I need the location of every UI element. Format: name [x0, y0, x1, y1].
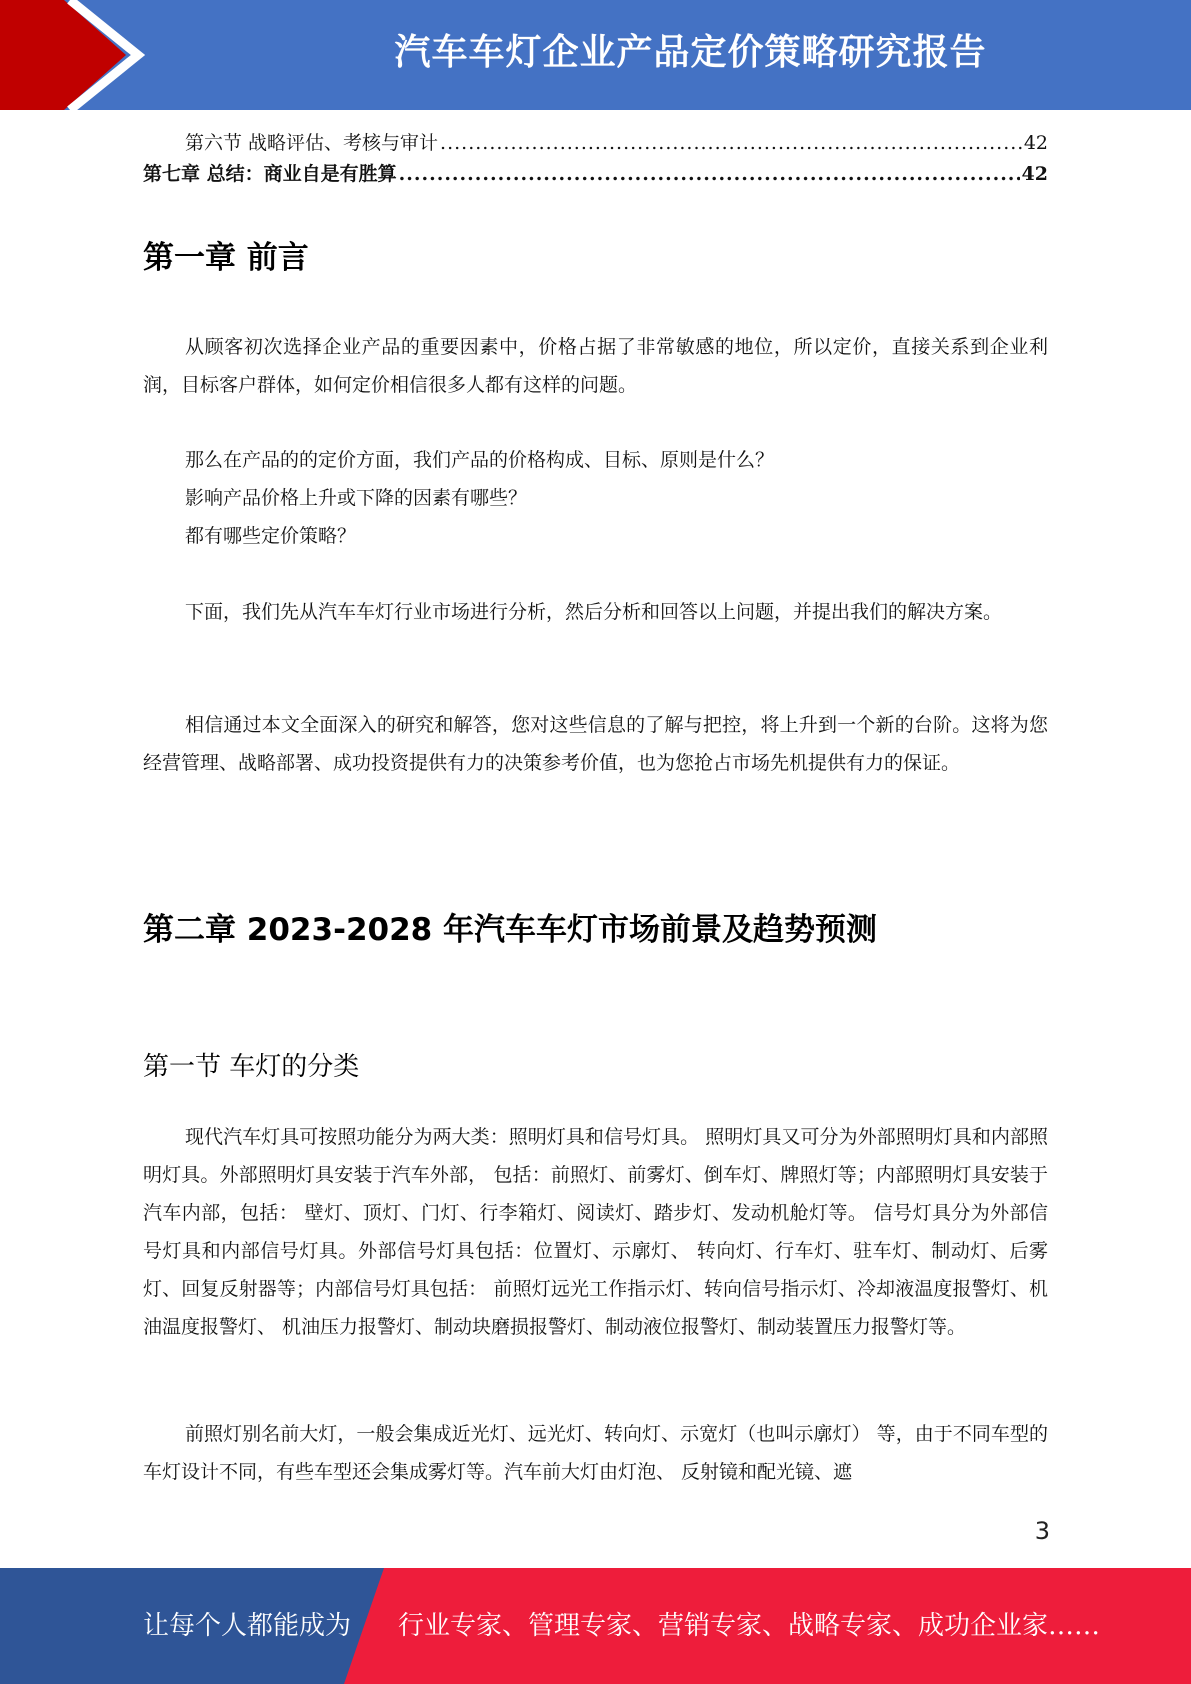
toc-leader-dots: [399, 163, 1020, 185]
toc-entry-label: 第七章 总结：商业自是有胜算: [143, 163, 397, 185]
question-line: 那么在产品的的定价方面，我们产品的价格构成、目标、原则是什么？: [185, 449, 775, 471]
paragraph: 从顾客初次选择企业产品的重要因素中，价格占据了非常敏感的地位，所以定价，直接关系到企业利润，目标客户群体，如何定价相信很多人都有这样的问题。: [143, 336, 1048, 396]
question-line: 影响产品价格上升或下降的因素有哪些？: [185, 487, 528, 509]
paragraph: 前照灯别名前大灯，一般会集成近光灯、远光灯、转向灯、示宽灯（也叫示廓灯） 等，由于不同车型的车灯设计不同，有些车型还会集成雾灯等。汽车前大灯由灯泡、 反射镜和配光镜、遮: [143, 1423, 1048, 1483]
chapter-heading: 第一章 前言: [143, 240, 309, 276]
document-title: 汽车车灯企业产品定价策略研究报告: [394, 32, 987, 73]
toc-leader-dots: [440, 132, 1022, 154]
footer-slogan-left: 让每个人都能成为: [143, 1611, 352, 1641]
toc-entry[interactable]: [143, 128, 1048, 158]
paragraph: 现代汽车灯具可按照功能分为两大类：照明灯具和信号灯具。 照明灯具又可分为外部照明灯具和内部照明灯具。外部照明灯具安装于汽车外部， 包括：前照灯、前雾灯、倒车灯、牌照灯等；内部照明灯具安装于汽车内部，包括： 壁灯、顶灯、门灯、行李箱灯、阅读灯、踏步灯、发动机舱灯等。 信号灯具分为外部信号灯具和内部信号灯具。外部信号灯具包括：位置灯、示廓灯、 转向灯、行车灯、驻车灯、制动灯、后雾灯、回复反射器等；内部信号灯具包括： 前照灯远光工作指示灯、转向信号指示灯、冷却液温度报警灯、机油温度报警灯、 机油压力报警灯、制动块磨损报警灯、制动液位报警灯、制动装置压力报警灯等。: [143, 1126, 1048, 1338]
footer-slogan-right: 行业专家、管理专家、营销专家、战略专家、成功企业家……: [398, 1611, 1101, 1641]
toc-entry[interactable]: [143, 159, 1048, 189]
page-number: 3: [1034, 1517, 1050, 1545]
toc-entry-page: 42: [1023, 132, 1048, 154]
paragraph: 下面，我们先从汽车车灯行业市场进行分析，然后分析和回答以上问题，并提出我们的解决方案。: [185, 601, 1003, 623]
page-footer: [0, 1568, 1191, 1684]
page-header: [0, 0, 1191, 110]
toc-entry-page: 42: [1021, 163, 1048, 185]
question-line: 都有哪些定价策略？: [185, 525, 357, 547]
header-chevron-decoration: [0, 0, 150, 110]
chapter-heading: 第二章 2023-2028 年汽车车灯市场前景及趋势预测: [143, 912, 878, 948]
section-heading: 第一节 车灯的分类: [143, 1052, 360, 1082]
toc-entry-label: 第六节 战略评估、考核与审计: [185, 132, 439, 154]
paragraph: 相信通过本文全面深入的研究和解答，您对这些信息的了解与把控，将上升到一个新的台阶。这将为您经营管理、战略部署、成功投资提供有力的决策参考价值，也为您抢占市场先机提供有力的保证。: [143, 714, 1048, 774]
